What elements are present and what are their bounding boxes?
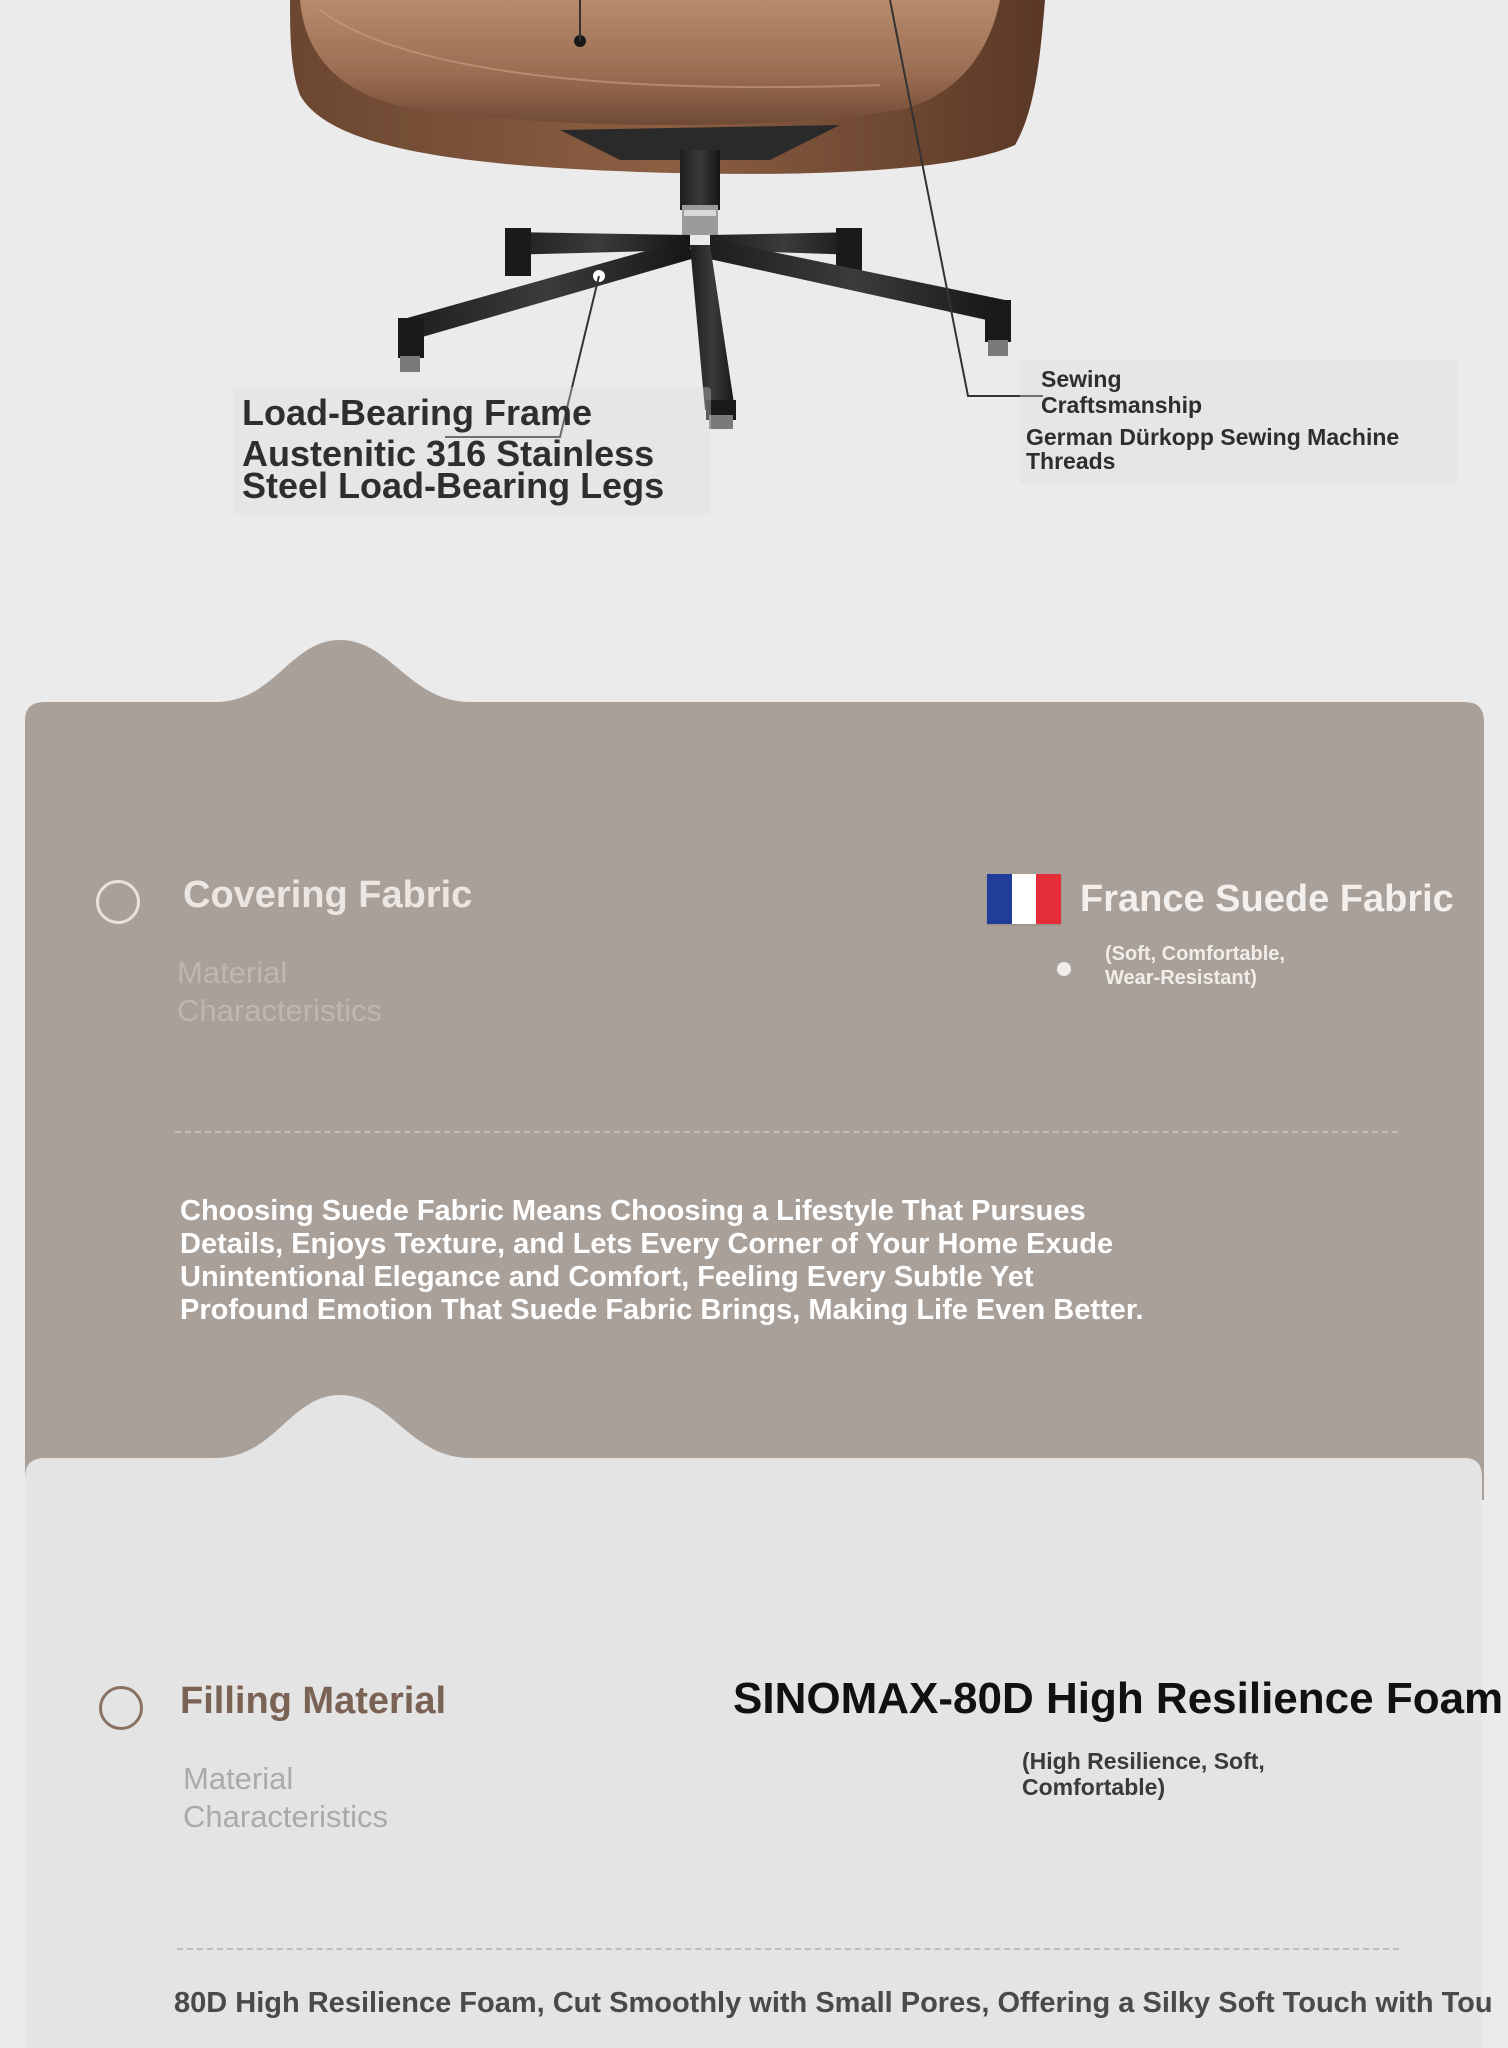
covering-circle-marker [96, 880, 140, 924]
filling-title: Filling Material [180, 1680, 447, 1722]
frame-label-line2: Steel Load-Bearing Legs [242, 465, 665, 506]
covering-props-line1: (Soft, Comfortable, [1105, 943, 1285, 965]
filling-props-line2: Comfortable) [1022, 1774, 1166, 1800]
covering-subhead-line1: Material [177, 955, 288, 990]
filling-paragraph-line1: 80D High Resilience Foam, Cut Smoothly with Small Pores, Offering a Silky Soft Touch with Tou [174, 1987, 1493, 2019]
covering-subhead-line2: Characteristics [177, 993, 382, 1028]
frame-label-line1: Austenitic 316 Stainless [242, 433, 655, 474]
fabric-panel [0, 620, 1508, 1500]
chair-stem [680, 150, 720, 210]
france-flag-icon [987, 874, 1061, 924]
covering-paragraph: Choosing Suede Fabric Means Choosing a Lifestyle That Pursues Details, Enjoys Texture, and Lets Every Corner of Your Home Exude Unintentional Elegance and Comfort, Feeling Every Subtle Yet Profound Emotion That Suede Fabric Brings, Making Life Even Better. [180, 1195, 1144, 1326]
filling-divider [177, 1948, 1399, 1950]
sewing-label-desc-line1: German Dürkopp Sewing Machine [1026, 424, 1400, 450]
filling-props-line1: (High Resilience, Soft, [1022, 1748, 1265, 1774]
covering-material-name: France Suede Fabric [1080, 878, 1454, 920]
frame-label-title: Load-Bearing Frame [242, 392, 593, 433]
filling-circle-marker [99, 1686, 143, 1730]
filling-subhead-line1: Material [183, 1761, 294, 1796]
covering-divider [175, 1131, 1398, 1133]
filling-material-name: SINOMAX-80D High Resilience Foam [733, 1674, 1504, 1723]
filling-subhead-line2: Characteristics [183, 1799, 388, 1834]
sewing-label-title-line1: Sewing [1041, 366, 1122, 392]
chair-seat-cushion [300, 0, 1000, 125]
covering-props-line2: Wear-Resistant) [1105, 967, 1257, 989]
covering-bullet-icon [1057, 962, 1071, 976]
sewing-label-title-line2: Craftsmanship [1041, 392, 1203, 418]
sewing-label-desc-line2: Threads [1026, 448, 1116, 474]
covering-title: Covering Fabric [183, 874, 473, 916]
